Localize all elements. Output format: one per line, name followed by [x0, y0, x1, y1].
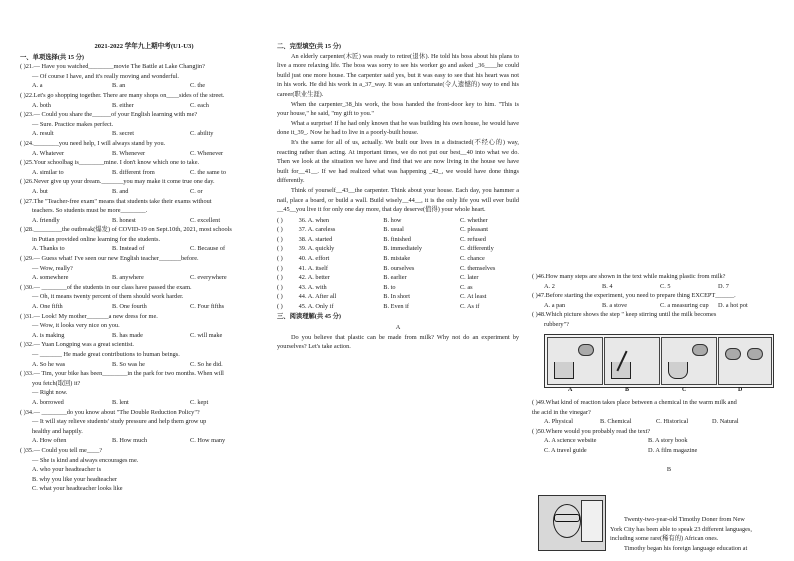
strainer-icon: [668, 362, 688, 379]
hand-icon: [692, 344, 708, 356]
question-number: 25.: [25, 159, 34, 167]
question-continuation: — _______ He made great contributions to human beings.: [32, 351, 180, 358]
option[interactable]: 38. A. started: [298, 235, 333, 243]
option[interactable]: A. is making: [32, 331, 65, 339]
answer-blank[interactable]: ( ): [532, 399, 538, 406]
question-number: 31.: [25, 312, 34, 320]
question-text: Which picture shows the step " keep stirring until the milk becomes: [545, 311, 717, 319]
answer-blank[interactable]: ( ): [277, 245, 283, 253]
option[interactable]: B. In short: [383, 293, 411, 301]
option[interactable]: B. secret: [112, 130, 135, 138]
option[interactable]: C. everywhere: [190, 274, 227, 282]
option[interactable]: A. 2: [544, 282, 555, 290]
option[interactable]: C. later: [459, 274, 479, 282]
cloze-option-row: [277, 254, 519, 264]
option[interactable]: C. or: [190, 187, 203, 195]
right-column-lower: [532, 398, 776, 474]
answer-blank[interactable]: ( ): [277, 235, 283, 243]
section-3-heading: 三、阅读理解(共 45 分): [277, 312, 342, 320]
option[interactable]: B. ourselves: [383, 264, 415, 272]
answer-options: [20, 149, 268, 159]
question-continuation: — It will stay relieve students' study pressure and help them grow up: [32, 418, 207, 426]
option[interactable]: C. the same to: [190, 168, 227, 176]
question-stem: [20, 254, 268, 264]
question-text: Never give up your dream._______you may make it come true one day.: [33, 178, 215, 186]
option[interactable]: A. a: [32, 82, 43, 90]
option[interactable]: A. both: [32, 101, 51, 109]
option[interactable]: 42. A. better: [298, 274, 330, 282]
option[interactable]: C. each: [190, 101, 209, 109]
option[interactable]: C. As if: [459, 303, 480, 311]
sign-icon: [581, 500, 603, 542]
answer-blank[interactable]: ( ): [277, 264, 283, 272]
question-stem: [532, 272, 776, 282]
option[interactable]: B. Instead of: [112, 245, 145, 253]
question-text: ________you need help, I will always stand by you.: [33, 139, 166, 147]
answer-options: [20, 216, 268, 226]
answer-blank[interactable]: ( ): [20, 63, 26, 71]
answer-options: [20, 302, 268, 312]
option[interactable]: C. differently: [459, 245, 494, 253]
reading-b-line: York City has been able to speak 23 different languages,: [610, 525, 752, 533]
question-stem: [20, 446, 268, 456]
option[interactable]: B. an: [112, 82, 126, 90]
question-number: 24.: [25, 139, 34, 147]
timothy-photo: [538, 495, 606, 551]
question-continuation: rubbery"?: [544, 320, 569, 328]
glasses-icon: [554, 514, 580, 522]
option[interactable]: C. A travel guide: [544, 446, 587, 454]
question-continuation: — Wow, really?: [32, 264, 73, 272]
question-number: 50.: [537, 427, 546, 435]
option[interactable]: A. A science website: [544, 437, 597, 445]
question-continuation: — Wow, it looks very nice on you.: [32, 322, 120, 330]
question-number: 22.: [25, 91, 34, 99]
option[interactable]: B. why you like your headteacher: [32, 475, 117, 483]
picture-d: [718, 337, 772, 385]
question-continuation: healthy and happily.: [32, 427, 83, 435]
answer-blank[interactable]: ( ): [277, 216, 283, 224]
answer-options: [532, 417, 776, 427]
option[interactable]: C. the: [190, 82, 206, 90]
answer-options: [20, 168, 268, 178]
left-column: [20, 42, 268, 494]
option[interactable]: C. Because of: [190, 245, 226, 253]
mold-icon: [725, 348, 741, 360]
option[interactable]: B. A story book: [648, 437, 688, 445]
question-text: — Look! My mother_______a new dress for me.: [33, 312, 158, 320]
question-text: — Could you share the______of your English learning with me?: [33, 111, 198, 119]
answer-options: [20, 331, 268, 341]
option[interactable]: B. Whenever: [112, 149, 146, 157]
question-stem: [20, 158, 268, 168]
question-number: 34.: [25, 408, 34, 416]
answer-blank[interactable]: ( ): [20, 178, 26, 186]
question-number: 23.: [25, 111, 34, 119]
cloze-option-row: [277, 283, 519, 293]
option[interactable]: 37. A. careless: [298, 226, 336, 234]
option[interactable]: B. honest: [112, 216, 136, 224]
experiment-pictures: [544, 334, 774, 388]
option[interactable]: D. A film magazine: [648, 446, 698, 454]
answer-blank[interactable]: ( ): [20, 226, 26, 234]
page-title: 2021-2022 学年九上期中考(U1-U3): [94, 43, 194, 50]
option[interactable]: 45. A. Only if: [298, 303, 334, 311]
option[interactable]: B. Even if: [383, 303, 409, 311]
option[interactable]: A. but: [32, 187, 48, 195]
option[interactable]: A. somewhere: [32, 274, 69, 282]
option[interactable]: C. a measuring cup: [660, 301, 709, 309]
option[interactable]: A. One fifth: [32, 303, 63, 311]
picture-c: [661, 337, 717, 385]
answer-blank[interactable]: ( ): [532, 273, 538, 280]
option[interactable]: B. lent: [112, 398, 129, 406]
option[interactable]: C. what your headteacher looks like: [32, 485, 123, 493]
option[interactable]: A. result: [32, 130, 54, 138]
option[interactable]: C. refused: [459, 235, 486, 243]
option[interactable]: B. So was he: [112, 360, 145, 368]
answer-options: [20, 398, 268, 408]
option[interactable]: B. and: [112, 187, 129, 195]
question-number: 47.: [537, 292, 546, 300]
option[interactable]: A. Thanks to: [32, 245, 65, 253]
question-continuation: you fetch(取回) it?: [32, 379, 81, 387]
question-text: _________the outbreak(爆发) of COVID-19 on Sept.10th, 2021, most schools: [33, 226, 232, 234]
option[interactable]: 44. A. After all: [298, 293, 337, 301]
question-stem: [20, 225, 268, 235]
answer-options: [20, 81, 268, 91]
option[interactable]: C. Four fifths: [190, 303, 225, 311]
answer-options: [532, 301, 776, 311]
question-stem: [20, 139, 268, 149]
reading-questions-49-50: [532, 398, 776, 456]
reading-questions-46-48: [532, 272, 776, 330]
option[interactable]: B. either: [112, 101, 134, 109]
section-2-heading: 二、完型填空(共 15 分): [277, 43, 342, 50]
reading-b-line: Timothy began his foreign language education at: [624, 544, 748, 552]
option[interactable]: B. 4: [602, 282, 613, 290]
option[interactable]: A. Physical: [544, 418, 574, 426]
question-text: — Yuan Longping was a great scientist.: [33, 341, 134, 349]
question-text: The "Teacher-free exam" means that students take their exams without: [33, 197, 212, 205]
question-continuation: — Right now.: [32, 389, 68, 397]
question-stem: [532, 291, 776, 301]
answer-blank[interactable]: ( ): [20, 408, 26, 416]
question-number: 35.: [25, 446, 34, 454]
option[interactable]: 39. A. quickly: [298, 245, 335, 253]
answer-options: [20, 187, 268, 197]
option[interactable]: C. pleasant: [459, 226, 488, 234]
question-stem: [20, 197, 268, 207]
cloze-option-row: [277, 225, 519, 235]
mold-icon: [747, 348, 763, 360]
option[interactable]: A. Whatever: [32, 149, 65, 157]
option[interactable]: D. Natural: [712, 418, 739, 426]
answer-blank[interactable]: ( ): [20, 197, 26, 205]
answer-blank[interactable]: ( ): [20, 159, 26, 167]
picture-label-a: A: [568, 387, 573, 393]
cloze-option-row: [277, 292, 519, 302]
answer-blank[interactable]: ( ): [277, 255, 283, 263]
option[interactable]: C. 5: [660, 282, 671, 290]
picture-label-c: C: [682, 387, 687, 393]
option[interactable]: C. excellent: [190, 216, 221, 224]
picture-label-d: D: [738, 387, 743, 393]
right-column: [532, 272, 776, 330]
option[interactable]: B. How much: [112, 437, 148, 445]
question-stem: [20, 110, 268, 120]
question-continuation: teachers. So students must be more________.: [32, 207, 148, 215]
option[interactable]: B. Chemical: [600, 418, 632, 426]
answer-blank[interactable]: ( ): [277, 293, 283, 301]
cloze-paragraph: Think of yourself__43__the carpenter. Think about your house. Each day, you hammer a nail, place a board, or build a wall. Build wisely__44__, it is the only life you will ever build __45__you live it for only one day more, that day deserve(值得) your whole heart.: [277, 186, 519, 214]
answer-options: [20, 436, 268, 446]
question-text: What kind of reaction takes place between a chemical in the warm milk and: [545, 399, 737, 406]
option[interactable]: C. whether: [459, 216, 488, 224]
option[interactable]: C. Whenever: [190, 149, 224, 157]
question-text: — Tim, your bike has been________in the park for two months. When will: [33, 370, 224, 378]
reading-b-line: including some rare(稀有的) African ones.: [610, 535, 719, 543]
answer-blank[interactable]: ( ): [20, 111, 26, 119]
answer-blank[interactable]: ( ): [277, 274, 283, 282]
answer-blank[interactable]: ( ): [20, 255, 26, 263]
question-number: 49.: [537, 399, 546, 406]
question-stem: [532, 427, 776, 437]
option[interactable]: A. So he was: [32, 360, 66, 368]
cloze-option-row: [277, 235, 519, 245]
question-text: — Could you tell me____?: [33, 446, 103, 454]
option[interactable]: D. 7: [718, 282, 729, 290]
question-text: Your schoolbag is________mine. I don't know which one to take.: [33, 159, 200, 167]
option[interactable]: D. a hot pot: [718, 301, 748, 309]
option[interactable]: B. how: [383, 216, 402, 224]
answer-blank[interactable]: ( ): [532, 292, 538, 300]
option[interactable]: 36. A. when: [298, 216, 330, 224]
question-stem: [20, 312, 268, 322]
answer-options: [532, 436, 776, 446]
option[interactable]: A. How often: [32, 437, 67, 445]
option[interactable]: B. anywhere: [112, 274, 144, 282]
option[interactable]: C. Historical: [656, 418, 689, 426]
picture-b: [604, 337, 660, 385]
middle-column: [277, 42, 519, 352]
option[interactable]: B. earlier: [383, 274, 407, 282]
question-stem: [20, 369, 268, 379]
question-number: 48.: [537, 311, 546, 319]
option[interactable]: B. has made: [112, 331, 143, 339]
question-continuation: — She is kind and always encourages me.: [32, 456, 139, 464]
reading-a-label: A: [395, 324, 401, 332]
answer-blank[interactable]: ( ): [20, 341, 26, 349]
answer-options: [532, 282, 776, 292]
reading-b-line: Twenty-two-year-old Timothy Doner from New: [624, 516, 745, 523]
question-number: 32.: [25, 341, 34, 349]
question-continuation: — Of course I have, and it's really moving and wonderful.: [32, 72, 179, 80]
option[interactable]: C. chance: [459, 255, 485, 263]
answer-blank[interactable]: ( ): [277, 283, 283, 291]
question-stem: [20, 283, 268, 293]
option[interactable]: C. as: [459, 283, 473, 291]
question-stem: [20, 62, 268, 72]
question-continuation: — Oh, it means twenty percent of them should work harder.: [32, 293, 184, 301]
answer-blank[interactable]: ( ): [20, 446, 26, 454]
answer-blank[interactable]: ( ): [20, 283, 26, 291]
answer-options: [532, 446, 776, 456]
option[interactable]: A. similar to: [32, 168, 64, 176]
cloze-option-row: [277, 264, 519, 274]
cloze-options: [277, 216, 519, 312]
question-number: 26.: [25, 178, 34, 186]
cloze-paragraph: What a surprise! If he had only known that he was building his own house, he would have done it_39_. Now he had to live in a poorly-built house.: [277, 119, 519, 137]
reading-b-label: B: [666, 465, 672, 473]
answer-options: [20, 129, 268, 139]
question-number: 28.: [25, 226, 34, 234]
option[interactable]: 43. A. with: [298, 283, 327, 291]
answer-options: [20, 360, 268, 370]
question-number: 46.: [537, 273, 546, 280]
question-text: Let's go shopping together. There are many shops on____sides of the street.: [33, 91, 225, 99]
question-number: 33.: [25, 370, 34, 378]
answer-blank[interactable]: ( ): [277, 226, 283, 234]
hand-icon: [578, 344, 594, 356]
section-1-heading: 一、单项选择(共 15 分): [20, 53, 85, 61]
option[interactable]: C. How many: [190, 437, 226, 445]
answer-options: [20, 244, 268, 254]
cloze-option-row: [277, 216, 519, 226]
answer-blank[interactable]: ( ): [20, 370, 26, 378]
option[interactable]: B. immediately: [383, 245, 423, 253]
question-number: 21.: [25, 63, 34, 71]
option[interactable]: C. themselves: [459, 264, 496, 272]
cloze-option-row: [277, 244, 519, 254]
option[interactable]: B. mistake: [383, 255, 411, 263]
cloze-option-row: [277, 302, 519, 312]
option[interactable]: C. At least: [459, 293, 487, 301]
picture-label-b: B: [625, 387, 630, 393]
answer-blank[interactable]: ( ): [20, 139, 26, 147]
answer-blank[interactable]: ( ): [277, 303, 283, 311]
option[interactable]: C. ability: [190, 130, 214, 138]
answer-blank[interactable]: ( ): [532, 311, 538, 319]
answer-options: [20, 101, 268, 111]
option[interactable]: C. will make: [190, 331, 223, 339]
cloze-paragraph: An elderly carpenter(木匠) was ready to retire(退休). He told his boss about his plans to live a more relaxing life. The boss was sorry to see his worker go and asked _36____he could build just one more house. The carpenter said yes, but it was easy to see that his heart was not in his work. He did his work in a_37_way. It was an unfortunate(令人遗憾的) way to end his career(职业生涯).: [277, 52, 519, 98]
question-number: 30.: [25, 283, 34, 291]
question-text: — Guess what! I've seen our new English teacher_______before.: [33, 255, 199, 263]
question-stem: [20, 91, 268, 101]
option[interactable]: B. to: [383, 283, 396, 291]
option[interactable]: A. borrowed: [32, 398, 64, 406]
question-stem: [532, 398, 776, 408]
question-text: How many steps are shown in the text while making plastic from milk?: [545, 273, 726, 280]
question-continuation: in Putian provided online learning for the students.: [32, 235, 161, 243]
option[interactable]: C. kept: [190, 398, 209, 406]
question-text: Where would you probably read the text?: [545, 427, 651, 435]
option[interactable]: B. different from: [112, 168, 155, 176]
option[interactable]: 41. A. itself: [298, 264, 329, 272]
reading-b-text: [610, 515, 776, 553]
question-number: 27.: [25, 197, 34, 205]
answer-blank[interactable]: ( ): [20, 91, 26, 99]
answer-options: [20, 273, 268, 283]
question-text: — ________of the students in our class have passed the exam.: [33, 283, 192, 291]
cloze-paragraph: When the carpenter_38_his work, the boss handed the front-door key to him. "This is your house," he said, "my gift to you.": [277, 100, 519, 118]
option[interactable]: 40. A. effort: [298, 255, 330, 263]
question-number: 29.: [25, 255, 34, 263]
option[interactable]: C. So he did.: [190, 360, 223, 368]
reading-a-intro: Do you believe that plastic can be made from milk? Why not do an experiment by yourselves? Let's take action.: [277, 333, 519, 351]
picture-a: [547, 337, 603, 385]
question-stem: [20, 177, 268, 187]
option[interactable]: A. who your headteacher is: [32, 466, 102, 474]
option[interactable]: B. usual: [383, 226, 404, 234]
option[interactable]: A. friendly: [32, 216, 60, 224]
option[interactable]: B. One fourth: [112, 303, 147, 311]
option[interactable]: A. a pan: [544, 301, 566, 309]
question-stem: [20, 340, 268, 350]
pot-icon: [554, 362, 574, 379]
option[interactable]: B. a stove: [602, 301, 628, 309]
question-continuation: — Sure. Practice makes perfect.: [32, 120, 114, 128]
cloze-option-row: [277, 273, 519, 283]
answer-blank[interactable]: ( ): [20, 312, 26, 320]
question-stem: [20, 408, 268, 418]
multiple-choice-list: [20, 62, 268, 446]
question-continuation: the acid in the vinegar?: [532, 408, 591, 416]
cloze-paragraph: It's the same for all of us, actually. We built our lives in a distracted(不经心的) way, reacting rather than acting. At important times, we do not put our best__40 into what we do. Then we look at the situation we have and find that we are now living in the house we have built for__41__. If we had realized what was happening _42_, we would have done things differently.: [277, 138, 519, 185]
question-text: — Have you watched________movie The Battle at Lake Changjin?: [33, 63, 205, 71]
question-stem: [532, 310, 776, 320]
option[interactable]: B. finished: [383, 235, 411, 243]
answer-blank[interactable]: ( ): [532, 427, 538, 435]
question-text: Before starting the experiment, you need to prepare thing EXCEPT______.: [545, 292, 736, 300]
question-35: [20, 446, 268, 494]
question-text: — ________do you know about "The Double Reduction Policy"?: [33, 408, 200, 416]
cloze-passage: [277, 52, 519, 215]
